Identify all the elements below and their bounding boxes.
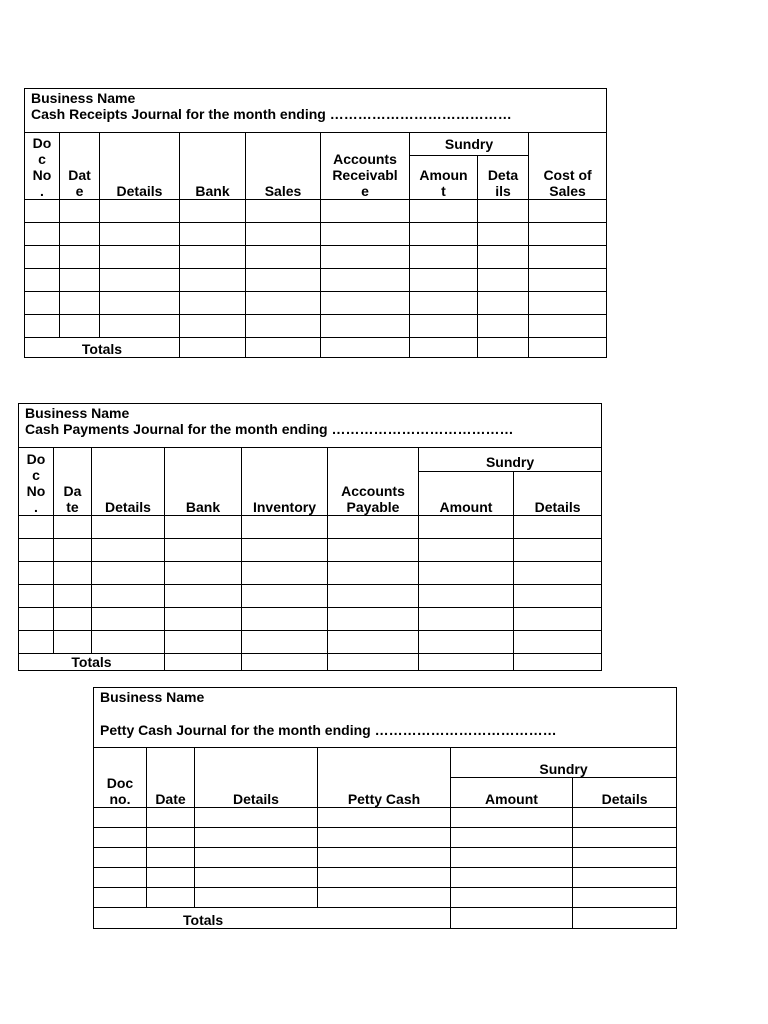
col-date: Dat e (60, 133, 100, 200)
table-row (19, 516, 602, 539)
col-doc-no: Doc no. (94, 748, 147, 808)
col-details: Details (100, 133, 180, 200)
table-row (19, 562, 602, 585)
col-petty-cash: Petty Cash (318, 748, 451, 808)
table-row (25, 292, 607, 315)
totals-label: Totals (94, 908, 451, 929)
col-date: Da te (54, 448, 92, 516)
table-row (19, 585, 602, 608)
col-date: Date (147, 748, 195, 808)
col-sundry-amount: Amoun t (410, 156, 478, 200)
col-details: Details (195, 748, 318, 808)
col-cost-of-sales: Cost of Sales (529, 133, 607, 200)
table-row (94, 828, 677, 848)
col-sundry-details: Deta ils (478, 156, 529, 200)
col-sundry-details: Details (573, 778, 677, 808)
table-row (19, 539, 602, 562)
journal-title: Cash Payments Journal for the month ending ………………………………… (25, 421, 514, 437)
totals-label: Totals (19, 654, 165, 671)
col-details: Details (92, 448, 165, 516)
cash-payments-journal (18, 403, 602, 671)
table-row (25, 269, 607, 292)
table-row (25, 315, 607, 338)
journal-title-block (19, 404, 602, 448)
journal-title-block (25, 89, 607, 133)
table-row (94, 808, 677, 828)
table-row (25, 246, 607, 269)
journal-title: Cash Receipts Journal for the month ending ………………………………… (31, 106, 512, 122)
col-sundry-amount: Amount (419, 472, 514, 516)
business-name: Business Name (31, 90, 136, 106)
totals-row (94, 908, 677, 929)
col-sundry-amount: Amount (451, 778, 573, 808)
business-name: Business Name (100, 689, 205, 705)
table-row (19, 608, 602, 631)
col-bank: Bank (165, 448, 242, 516)
totals-label: Totals (25, 338, 180, 358)
petty-cash-journal (93, 687, 677, 929)
business-name: Business Name (25, 405, 130, 421)
sundry-header: Sundry (419, 448, 602, 472)
sundry-header: Sundry (410, 133, 529, 156)
col-inventory: Inventory (242, 448, 328, 516)
journal-title: Petty Cash Journal for the month ending ………………………………… (100, 722, 557, 738)
table-row (25, 200, 607, 223)
table-row (25, 223, 607, 246)
table-row (94, 888, 677, 908)
totals-row (25, 338, 607, 358)
totals-row (19, 654, 602, 671)
table-row (19, 631, 602, 654)
col-sales: Sales (246, 133, 321, 200)
col-accounts-receivable: Accounts Receivabl e (321, 133, 410, 200)
sundry-header: Sundry (451, 748, 677, 778)
col-doc-no: Do c No . (19, 448, 54, 516)
col-bank: Bank (180, 133, 246, 200)
cash-receipts-journal (24, 88, 607, 358)
col-accounts-payable: Accounts Payable (328, 448, 419, 516)
journal-title-block (94, 688, 677, 748)
table-row (94, 868, 677, 888)
col-sundry-details: Details (514, 472, 602, 516)
table-row (94, 848, 677, 868)
col-doc-no: Do c No . (25, 133, 60, 200)
